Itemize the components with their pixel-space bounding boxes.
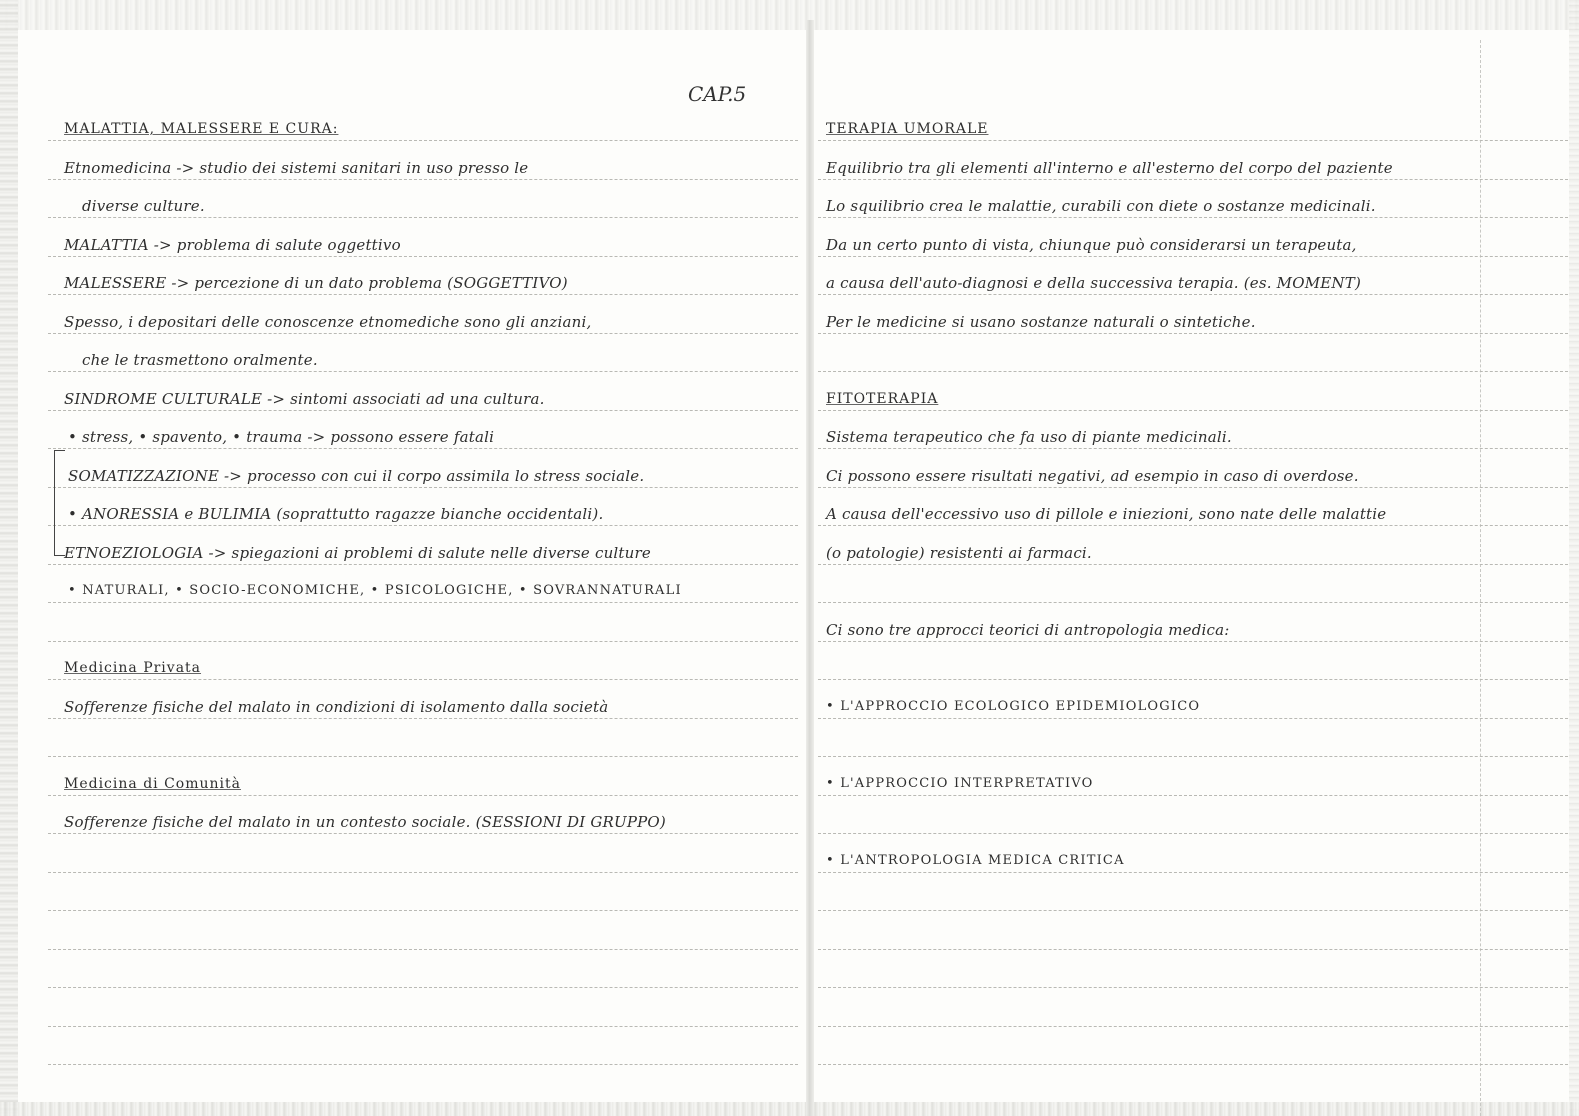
right-note-line: FITOTERAPIA — [826, 390, 939, 407]
left-note-line: Sofferenze fisiche del malato in un contesto sociale. (SESSIONI DI GRUPPO) — [64, 813, 666, 831]
ruled-line-left — [48, 564, 798, 565]
ruled-line-right — [818, 910, 1568, 911]
ruled-line-left — [48, 371, 798, 372]
scan-edge-right — [1569, 0, 1579, 1116]
right-note-line: Ci sono tre approcci teorici di antropologia medica: — [826, 620, 1230, 639]
right-note-line: • L'APPROCCIO INTERPRETATIVO — [826, 775, 1094, 791]
right-note-line: Lo squilibrio crea le malattie, curabili con diete o sostanze medicinali. — [826, 197, 1376, 215]
ruled-line-right — [818, 872, 1568, 873]
ruled-line-left — [48, 1026, 798, 1027]
left-note-line: MALATTIA -> problema di salute oggettivo — [64, 235, 401, 254]
ruled-line-right — [818, 987, 1568, 988]
ruled-line-left — [48, 487, 798, 488]
right-note-line: A causa dell'eccessivo uso di pillole e iniezioni, sono nate delle malattie — [826, 505, 1387, 523]
left-note-line: SOMATIZZAZIONE -> processo con cui il corpo assimila lo stress sociale. — [68, 466, 645, 485]
ruled-line-right — [818, 448, 1568, 449]
left-note-line: • stress, • spavento, • trauma -> possono essere fatali — [68, 428, 495, 446]
right-note-line: • L'APPROCCIO ECOLOGICO EPIDEMIOLOGICO — [826, 698, 1201, 714]
ruled-line-left — [48, 256, 798, 257]
left-note-line: • NATURALI, • SOCIO-ECONOMICHE, • PSICOLOGICHE, • SOVRANNATURALI — [68, 583, 682, 598]
left-note-line: Sofferenze fisiche del malato in condizioni di isolamento dalla società — [64, 697, 609, 716]
left-note-line: che le trasmettono oralmente. — [82, 351, 318, 369]
ruled-line-left — [48, 641, 798, 642]
page-fold — [806, 20, 814, 1116]
ruled-line-right — [818, 641, 1568, 642]
right-note-line: Ci possono essere risultati negativi, ad esempio in caso di overdose. — [826, 466, 1359, 485]
ruled-line-right — [818, 679, 1568, 680]
ruled-line-left — [48, 679, 798, 680]
ruled-line-right — [818, 949, 1568, 950]
ruled-line-right — [818, 487, 1568, 488]
ruled-line-right — [818, 256, 1568, 257]
ruled-line-right — [818, 1064, 1568, 1065]
scan-edge-top — [0, 0, 1579, 30]
ruled-line-left — [48, 949, 798, 950]
right-note-line: • L'ANTROPOLOGIA MEDICA CRITICA — [826, 852, 1125, 868]
ruled-line-right — [818, 140, 1568, 141]
right-note-line: a causa dell'auto-diagnosi e della successiva terapia. (es. MOMENT) — [826, 274, 1362, 292]
right-note-line: TERAPIA UMORALE — [826, 121, 989, 137]
left-note-line: • ANORESSIA e BULIMIA (soprattutto ragazze bianche occidentali). — [68, 505, 604, 523]
left-note-line: MALATTIA, MALESSERE E CURA: — [64, 121, 339, 137]
ruled-line-left — [48, 448, 798, 449]
right-note-line: Per le medicine si usano sostanze naturali o sintetiche. — [826, 312, 1256, 331]
left-note-line: Etnomedicina -> studio dei sistemi sanitari in uso presso le — [64, 158, 529, 177]
margin-line — [1480, 40, 1481, 1116]
left-note-line: Medicina Privata — [64, 660, 202, 676]
ruled-line-left — [48, 294, 798, 295]
ruled-line-left — [48, 525, 798, 526]
ruled-line-right — [818, 217, 1568, 218]
ruled-line-left — [48, 333, 798, 334]
ruled-line-right — [818, 371, 1568, 372]
right-note-line: Equilibrio tra gli elementi all'interno e all'esterno del corpo del paziente — [826, 158, 1393, 177]
left-note-line: diverse culture. — [82, 197, 205, 215]
ruled-line-left — [48, 602, 798, 603]
ruled-line-right — [818, 294, 1568, 295]
left-note-line: Spesso, i depositari delle conoscenze etnomediche sono gli anziani, — [64, 312, 592, 331]
right-note-line: Sistema terapeutico che fa uso di piante medicinali. — [826, 428, 1232, 446]
scan-edge-bottom — [0, 1102, 1579, 1116]
scan-edge-left — [0, 0, 18, 1116]
left-note-line: MALESSERE -> percezione di un dato problema (SOGGETTIVO) — [64, 274, 568, 292]
ruled-line-right — [818, 179, 1568, 180]
ruled-line-right — [818, 602, 1568, 603]
left-note-line: ETNOEZIOLOGIA -> spiegazioni ai problemi di salute nelle diverse culture — [64, 543, 651, 562]
ruled-line-left — [48, 217, 798, 218]
ruled-line-right — [818, 410, 1568, 411]
ruled-line-left — [48, 756, 798, 757]
left-note-line: Medicina di Comunità — [64, 775, 241, 792]
chapter-label: CAP.5 — [688, 82, 747, 106]
ruled-line-left — [48, 872, 798, 873]
right-note-line: (o patologie) resistenti ai farmaci. — [826, 543, 1092, 562]
ruled-line-left — [48, 410, 798, 411]
ruled-line-left — [48, 179, 798, 180]
ruled-line-right — [818, 1026, 1568, 1027]
ruled-line-right — [818, 525, 1568, 526]
ruled-line-left — [48, 1064, 798, 1065]
ruled-line-right — [818, 756, 1568, 757]
ruled-line-left — [48, 987, 798, 988]
ruled-line-left — [48, 795, 798, 796]
ruled-line-left — [48, 910, 798, 911]
right-note-line: Da un certo punto di vista, chiunque può considerarsi un terapeuta, — [826, 235, 1357, 254]
ruled-line-right — [818, 833, 1568, 834]
ruled-line-right — [818, 795, 1568, 796]
ruled-line-right — [818, 333, 1568, 334]
bracket-arrow — [54, 450, 65, 556]
ruled-line-right — [818, 718, 1568, 719]
ruled-line-left — [48, 833, 798, 834]
ruled-line-left — [48, 140, 798, 141]
ruled-line-right — [818, 564, 1568, 565]
ruled-line-left — [48, 718, 798, 719]
left-note-line: SINDROME CULTURALE -> sintomi associati ad una cultura. — [64, 389, 545, 408]
